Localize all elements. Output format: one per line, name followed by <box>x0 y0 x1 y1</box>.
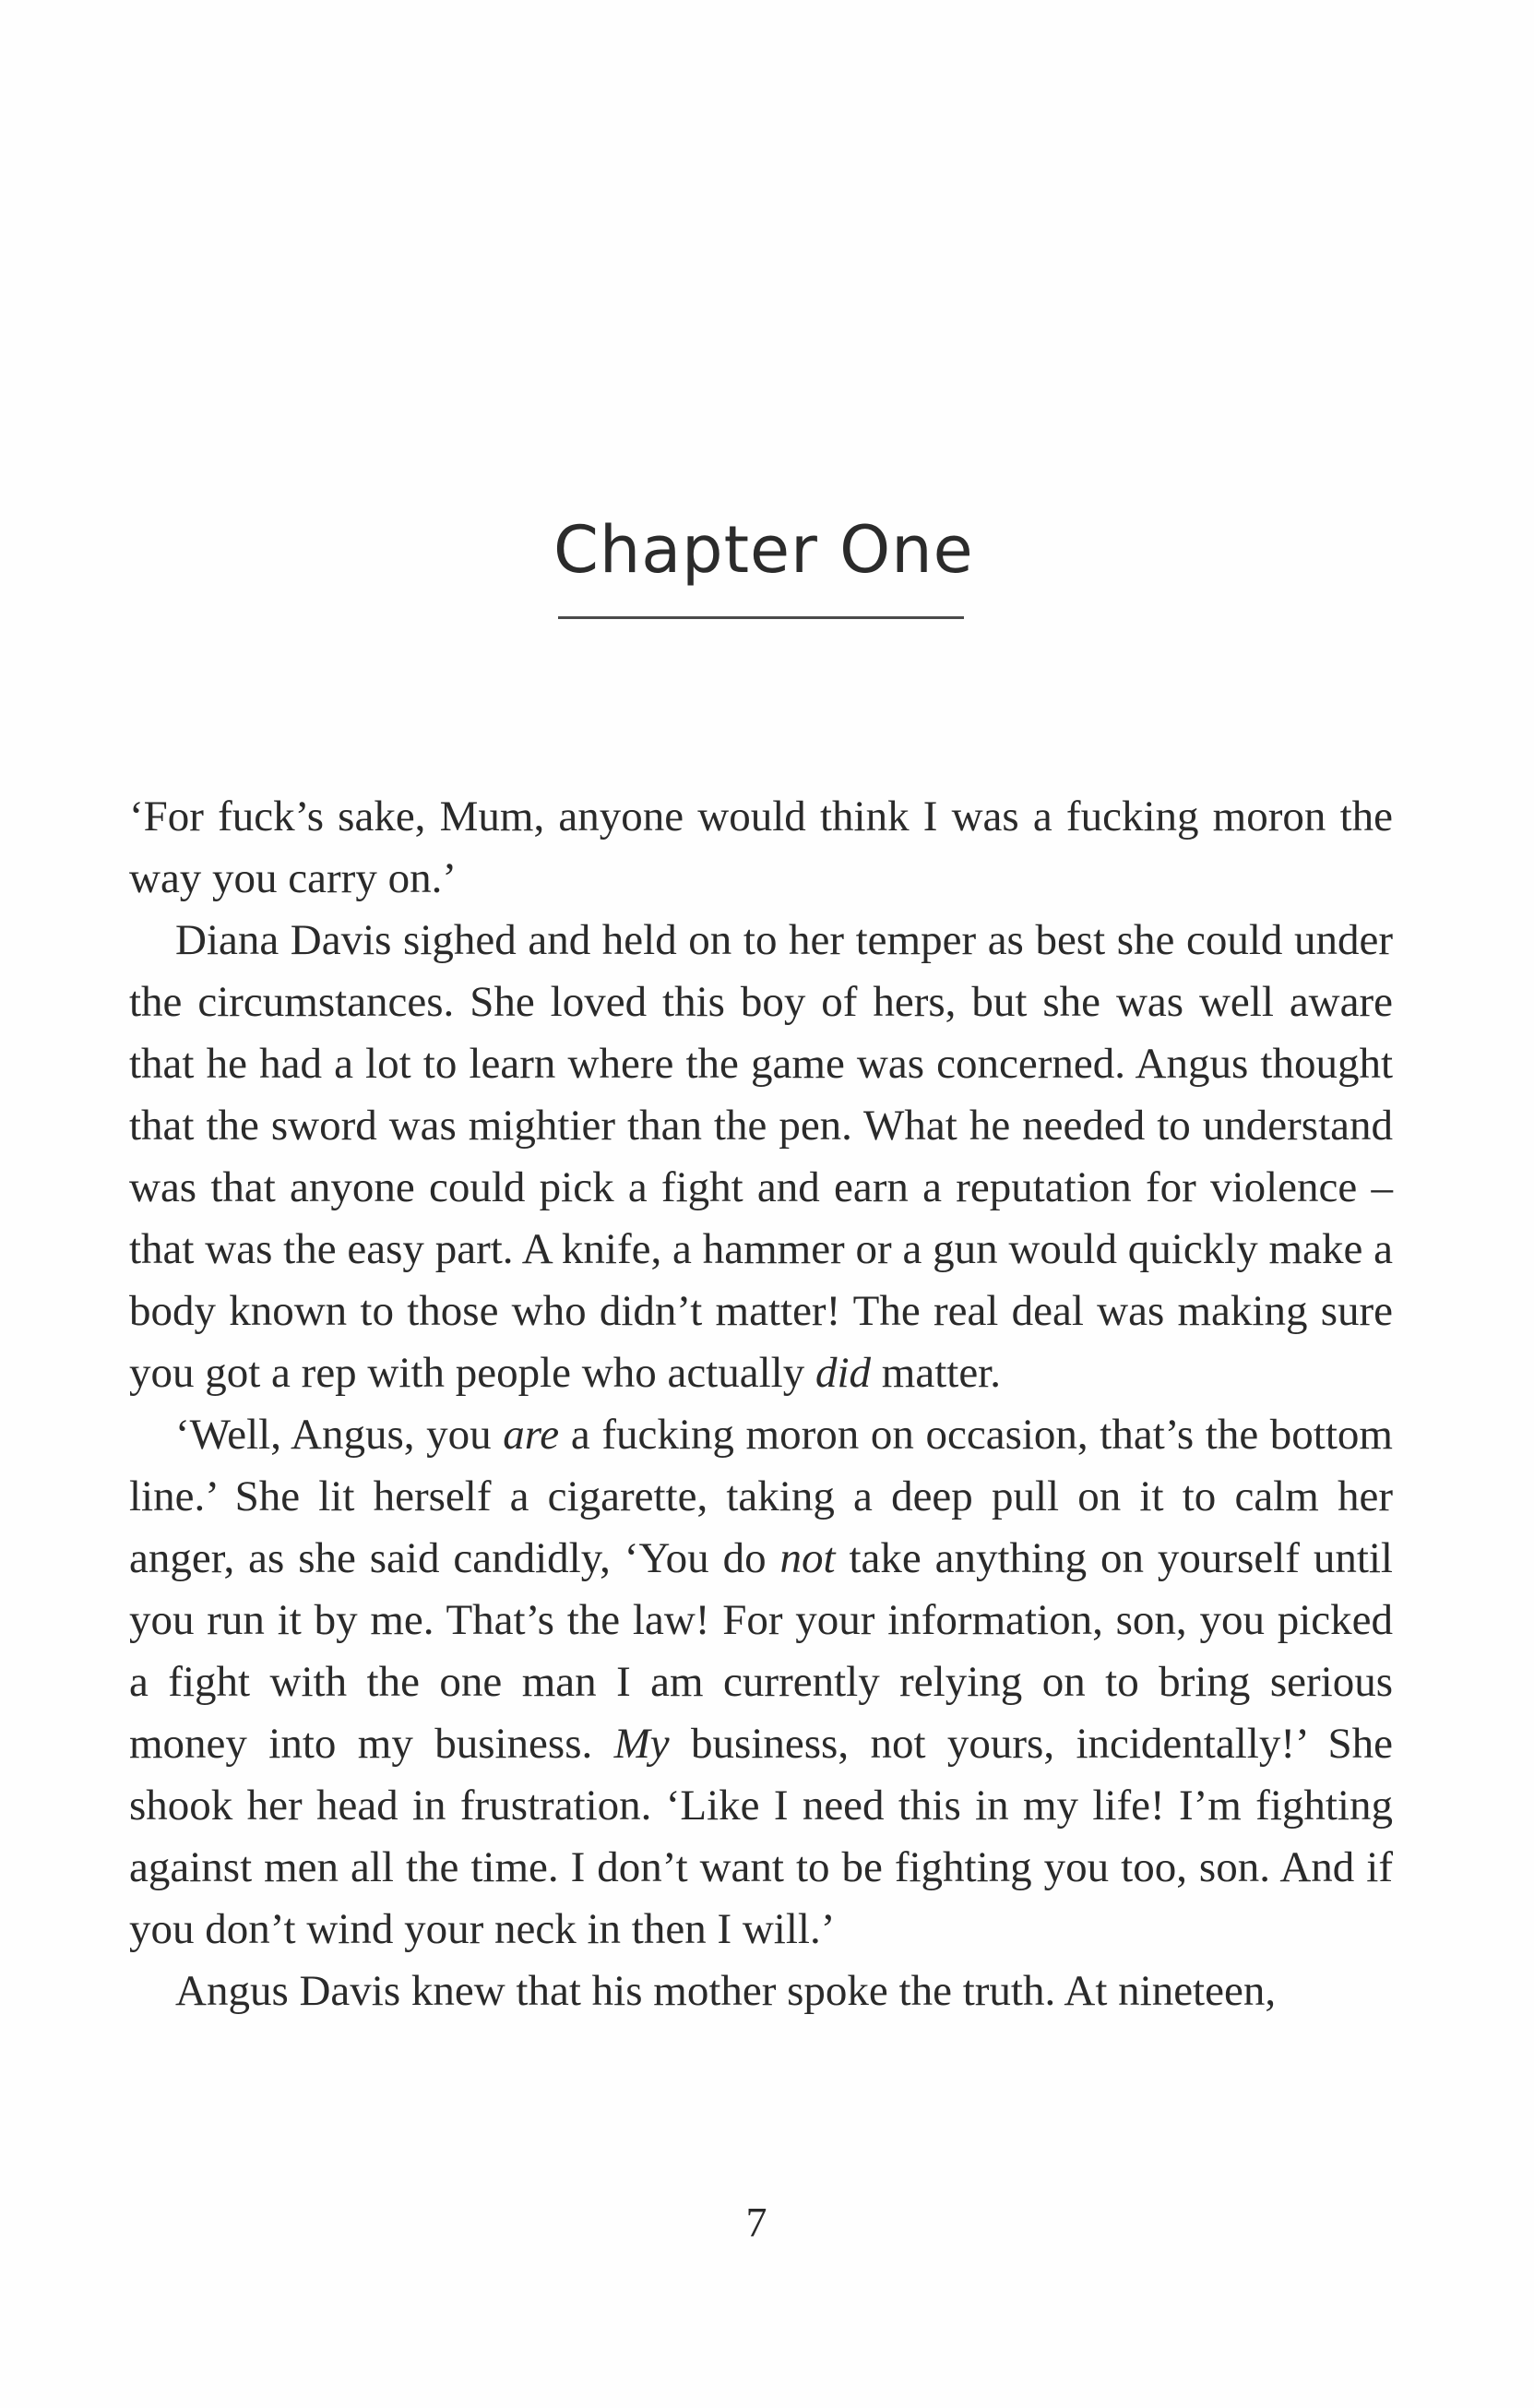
body-text <box>129 786 1393 2022</box>
emphasis-text: are <box>503 1411 560 1459</box>
page-number: 7 <box>745 2199 767 2246</box>
chapter-title: Chapter One <box>553 512 974 588</box>
emphasis-text: did <box>815 1349 872 1397</box>
text-segment: Diana Davis sighed and held on to her temper as best she could under the circumstances. She loved this boy of hers, but she was well aware that he had a lot to learn where the game was concerned. Angus thought that the sword was mightier than the pen. What he needed to understand was that anyone could pick a fight and earn a reputation for violence – that was the easy part. A knife, a hammer or a gun would quickly make a body known to those who didn’t matter! The real deal was making sure you got a rep with people who actually <box>129 916 1393 1397</box>
paragraph <box>129 1961 1393 2022</box>
paragraph <box>129 910 1393 1404</box>
paragraph <box>129 1404 1393 1961</box>
text-segment: Angus Davis knew that his mother spoke the truth. At nineteen, <box>175 1967 1277 2015</box>
chapter-title-underline <box>558 616 964 619</box>
text-segment: business, not yours, incidentally!’ She shook her head in frustration. ‘Like I need this in my life! I’m fighting against men all the time. I don’t want to be fighting you too, son. And if you don’t wind your neck in then I will.’ <box>129 1720 1394 1953</box>
text-segment: matter. <box>871 1349 1001 1397</box>
text-segment: a fucking moron on occasion, that’s the bottom line.’ She lit herself a cigarette, taking a deep pull on it to calm her anger, as she said candidly, ‘You do <box>129 1411 1393 1582</box>
emphasis-text: My <box>613 1720 670 1768</box>
text-segment: take anything on yourself until you run it by me. That’s the law! For your information, son, you picked a fight with the one man I am currently relying on to bring serious money into my business. <box>129 1534 1393 1768</box>
text-segment: ‘Well, Angus, you <box>175 1411 504 1459</box>
paragraph <box>129 786 1393 910</box>
emphasis-text: not <box>779 1534 836 1582</box>
text-segment: ‘For fuck’s sake, Mum, anyone would think I was a fucking moron the way you carry on.’ <box>129 793 1393 902</box>
